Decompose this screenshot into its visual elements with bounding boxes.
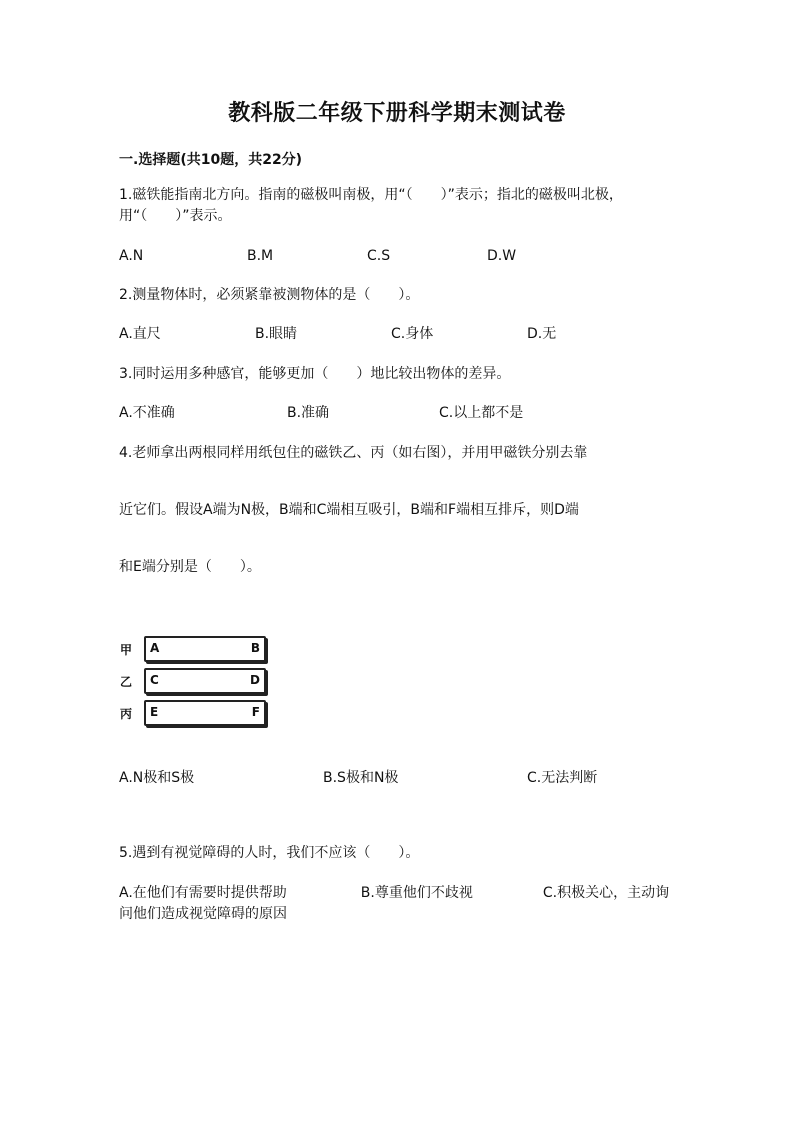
magnet-bing-label: 丙 — [120, 707, 133, 721]
question-1-stem: 1.磁铁能指南北方向。指南的磁极叫南极，用“（ ）”表示；指北的磁极叫北极，用“（ ）”表示。 — [119, 187, 623, 224]
question-2-option-a[interactable]: A.直尺 — [119, 326, 161, 342]
magnet-bing — [120, 700, 270, 726]
question-2-stem: 2.测量物体时，必须紧靠被测物体的是（ ）。 — [119, 287, 420, 303]
magnet-jia-bar — [144, 636, 266, 662]
pole-d: D — [250, 673, 260, 687]
question-5-options — [119, 883, 679, 925]
magnet-bing-bar — [144, 700, 266, 726]
question-5-stem: 5.遇到有视觉障碍的人时，我们不应该（ ）。 — [119, 845, 420, 861]
magnet-yi — [120, 668, 270, 694]
magnet-yi-bar — [144, 668, 266, 694]
question-5-option-a[interactable]: A.在他们有需要时提供帮助 — [119, 885, 287, 901]
question-4-stem-line-3: 和E端分别是（ ）。 — [119, 559, 261, 575]
question-4-option-a[interactable]: A.N极和S极 — [119, 770, 195, 786]
pole-b: B — [250, 641, 260, 655]
question-5-option-b[interactable]: B.尊重他们不歧视 — [360, 885, 473, 901]
magnet-jia-label: 甲 — [120, 643, 133, 657]
question-1-option-b[interactable]: B.M — [247, 248, 274, 264]
question-4-stem-line-1: 4.老师拿出两根同样用纸包住的磁铁乙、丙（如右图），并用甲磁铁分别去靠 — [119, 445, 588, 461]
question-5-option-c[interactable]: C.积极关心，主动询问他们造成视觉障碍的原因 — [119, 885, 670, 922]
question-1-option-a[interactable]: A.N — [119, 248, 144, 264]
magnet-jia — [120, 636, 270, 662]
question-2-option-d[interactable]: D.无 — [527, 326, 557, 342]
question-2-option-c[interactable]: C.身体 — [391, 326, 434, 342]
question-3-option-b[interactable]: B.准确 — [287, 405, 330, 421]
pole-f: F — [251, 705, 260, 719]
page-title: 教科版二年级下册科学期末测试卷 — [228, 100, 566, 126]
question-4-option-b[interactable]: B.S极和N极 — [323, 770, 399, 786]
question-1-option-c[interactable]: C.S — [367, 248, 391, 264]
pole-c: C — [150, 673, 159, 687]
question-4-stem-line-2: 近它们。假设A端为N极，B端和C端相互吸引，B端和F端相互排斥，则D端 — [119, 502, 579, 518]
question-3-option-a[interactable]: A.不准确 — [119, 405, 175, 421]
question-4-option-c[interactable]: C.无法判断 — [527, 770, 598, 786]
magnet-yi-label: 乙 — [120, 675, 133, 689]
pole-e: E — [150, 705, 159, 719]
section-heading: 一.选择题(共10题，共22分) — [119, 152, 303, 168]
question-3-option-c[interactable]: C.以上都不是 — [439, 405, 524, 421]
pole-a: A — [150, 641, 160, 655]
question-2-option-b[interactable]: B.眼睛 — [255, 326, 298, 342]
question-3-stem: 3.同时运用多种感官，能够更加（ ）地比较出物体的差异。 — [119, 366, 511, 382]
magnet-figure — [120, 633, 270, 729]
question-1-option-d[interactable]: D.W — [487, 248, 517, 264]
